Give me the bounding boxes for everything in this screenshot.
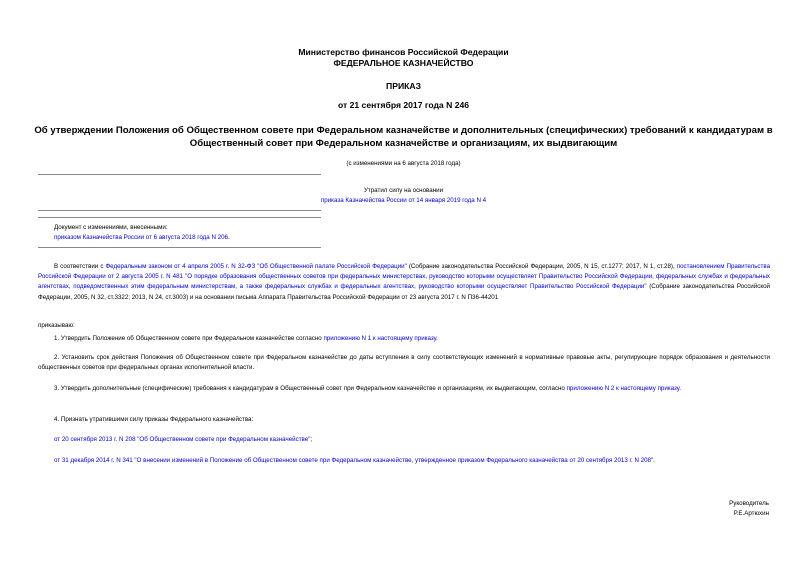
order-341-link[interactable]: от 31 декабря 2014 г. N 341 "О внесении изменений в Положение об Общественном совете при Федеральном казначействе, утвержденное приказом Федерального казначейства от 20 сентября 2013 г. N 208" [54,457,654,464]
amendments-link[interactable]: приказом Казначейства России от 6 августа 2018 года N 206 [54,234,228,241]
federal-law-link[interactable]: Федеральным законом от 4 апреля 2005 г. N 32-ФЗ "Об Общественной палате Российской Федерации" [105,263,407,270]
divider [38,217,321,218]
item-4a-end: ; [310,436,313,443]
item-4a [54,436,312,443]
title-line-1: Об утверждении Положения об Общественном совете при Федеральном казначействе и дополнительных (специфических) требований к кандидатурам в [34,125,773,136]
amendments-suffix: . [227,234,230,241]
item-1-text: 1. Утвердить Положение об Общественном совете при Федеральном казначействе согласно [54,335,324,342]
appendix-2-link[interactable]: приложению N 2 к настоящему приказу [566,385,680,392]
treasury-name: ФЕДЕРАЛЬНОЕ КАЗНАЧЕЙСТВО [333,58,474,68]
preamble-text-3: (Собрание законодательства Российской Федерации, 2005, N 32, ст.3322; 2013, N 24, ст.3003) и на основании письма Аппарата Правительства Российской Федерации от 23 августа 2017 г. N П36-44201 [38,283,770,301]
document-date: от 21 сентября 2017 года N 246 [337,100,470,110]
item-4b-end: . [653,457,655,464]
item-1 [54,335,438,342]
order-word: приказываю: [38,322,75,329]
item-3-end: . [679,385,682,392]
title-line-2: Общественный совет при Федеральном казначействе и организациям, их выдвигающим [189,138,618,149]
revision-note: (с изменениями на 6 августа 2018 года) [346,160,461,167]
amendments-text: Документ с изменениями, внесенными: [54,224,168,231]
government-decree-link[interactable]: постановлением Правительства Российской Федерации от 2 августа 2005 г. N 481 "О порядке образования общественных советов при федеральных министерствах, руководство которыми осуществляет Правительство Российской Федерации, федеральных службах и федеральных агентствах, подведомственных этим федеральным министерствам, а также федеральных службах и федеральных агентствах, руководство которыми осуществляет Правительство Российской Федерации" [38,263,771,291]
item-3 [38,384,770,394]
document-type: ПРИКАЗ [386,81,421,91]
lost-force-text: Утратил силу на основании [363,187,444,194]
signature-name: Р.Е.Артюхин [733,510,769,517]
preamble-text-1: В соответствии с [54,263,106,270]
item-4b [54,457,655,464]
ministry-name: Министерство финансов Российской Федерации [298,47,509,57]
divider [38,174,321,175]
item-4: 4. Признать утратившими силу приказы Федерального казначейства: [54,416,254,423]
item-3-text: 3. Утвердить дополнительные (специфические) требования к кандидатурам в Общественный совет при Федеральном казначействе и организациям, их выдвигающим, согласно [54,385,567,392]
lost-force-link[interactable]: приказа Казначейства России от 14 января 2019 года N 4 [320,197,487,204]
preamble-paragraph [38,262,770,303]
signature-position: Руководитель [729,500,769,507]
amendments-link-row [54,234,230,241]
item-2: 2. Установить срок действия Положения об Общественном совете при Федеральном казначействе до даты вступления в силу соответствующих изменений в нормативные правовые акты, регулирующие порядок образования и деятельности общественных советов при федеральных органах исполнительной власти. [38,354,770,372]
order-208-link[interactable]: от 20 сентября 2013 г. N 208 "Об Общественном совете при Федеральном казначействе" [54,436,311,443]
appendix-1-link[interactable]: приложению N 1 к настоящему приказу [323,335,437,342]
document-title [0,124,807,150]
preamble-text-2: (Собрание законодательства Российской Федерации, 2005, N 15, ст.1277; 2017, N 1, ст.28), [406,263,677,270]
item-1-end: . [436,335,438,342]
divider [38,210,321,211]
divider [38,247,321,248]
lost-force-link-row [0,197,807,204]
